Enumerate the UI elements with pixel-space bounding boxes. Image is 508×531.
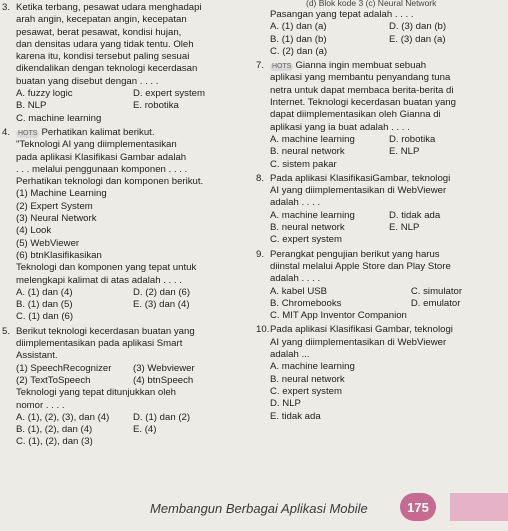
q5-list-item: (4) btnSpeech	[133, 374, 194, 386]
right-column	[256, 9, 504, 425]
q6-line: Pasangan yang tepat adalah . . . .	[270, 9, 414, 20]
q10-line: AI yang diimplementasikan di WebViewer	[270, 336, 447, 348]
q9-line: Perangkat pengujian berikut yang harus	[270, 248, 440, 260]
option[interactable]: E. (3) dan (4)	[133, 299, 190, 311]
q5-options	[16, 412, 246, 449]
q7-line: Internet. Teknologi kecerdasan buatan yang	[270, 97, 456, 109]
q3-line: dan densitas udara yang tidak tentu. Oleh	[16, 38, 194, 50]
option[interactable]: A. fuzzy logic	[16, 88, 73, 100]
option[interactable]: D. expert system	[133, 88, 205, 100]
option[interactable]: B. (1) dan (b)	[270, 33, 327, 45]
option[interactable]: C. (1) dan (6)	[16, 311, 74, 323]
q9-line: diinstal melalui Apple Store dan Play Store	[270, 260, 451, 272]
q9-options	[270, 286, 504, 323]
option[interactable]: A. machine learning	[270, 209, 355, 221]
q7-line: dapat diimplementasikan oleh Gianna di	[270, 109, 441, 121]
q3-line: Ketika terbang, pesawat udara menghadapi	[16, 2, 202, 13]
q8-line: Pada aplikasi KlasifikasiGambar, teknologi	[270, 172, 451, 184]
option[interactable]: A. kabel USB	[270, 285, 328, 297]
option[interactable]: C. expert system	[270, 385, 342, 397]
question-3	[2, 2, 246, 125]
option[interactable]: B. (1), (2), dan (4)	[16, 424, 93, 436]
q3-line: karena itu, kondisi tersebut paling sesuai	[16, 51, 190, 63]
q3-line: pesawat, berat pesawat, kondisi hujan,	[16, 26, 182, 38]
option[interactable]: D. NLP	[270, 398, 301, 410]
option[interactable]: E. NLP	[389, 222, 420, 234]
q6-options	[270, 21, 504, 58]
option[interactable]: A. (1) dan (4)	[16, 286, 73, 298]
q4-line: "Teknologi AI yang diimplementasikan	[16, 139, 177, 151]
option[interactable]: C. (2) dan (a)	[270, 45, 328, 57]
q10-line: adalah ...	[270, 349, 310, 361]
option[interactable]: A. (1), (2), (3), dan (4)	[16, 411, 110, 423]
q5-line: Assistant.	[16, 350, 58, 362]
q7-options	[270, 134, 504, 171]
option[interactable]: E. robotika	[133, 100, 179, 112]
question-4	[2, 127, 246, 324]
q7-line: Gianna ingin membuat sebuah	[295, 60, 427, 72]
q4-line: Perhatikan teknologi dan komponen berikut.	[16, 176, 204, 188]
option[interactable]: B. NLP	[16, 100, 47, 112]
option[interactable]: B. neural network	[270, 222, 345, 234]
q4-line: . . . melalui penggunaan komponen . . . .	[16, 163, 188, 175]
q4-list-item: (1) Machine Learning	[16, 188, 107, 200]
question-6-tail	[256, 9, 504, 58]
q4-line: pada aplikasi Klasifikasi Gambar adalah	[16, 151, 187, 163]
q4-list-item: (4) Look	[16, 225, 52, 237]
option[interactable]: B. (1) dan (5)	[16, 299, 73, 311]
option[interactable]: C. expert system	[270, 234, 342, 246]
q5-list	[16, 363, 246, 388]
option[interactable]: D. (1) dan (2)	[133, 411, 191, 423]
q8-line: adalah . . . .	[270, 197, 321, 209]
q7-line: netra untuk dapat membaca berita-berita di	[270, 84, 454, 96]
option[interactable]: D. tidak ada	[389, 209, 441, 221]
hots-badge: HOTS	[272, 63, 292, 71]
q8-options	[270, 210, 504, 247]
q5-line: diimplementasikan pada aplikasi Smart	[16, 338, 183, 350]
left-column	[2, 2, 246, 451]
hots-badge: HOTS	[18, 129, 38, 137]
question-number: 9.	[256, 248, 265, 260]
question-number: 10.	[256, 324, 270, 336]
question-number: 8.	[256, 172, 265, 184]
option[interactable]: A. (1) dan (a)	[270, 21, 327, 33]
q9-line: adalah . . . .	[270, 273, 321, 285]
option[interactable]: D. emulator	[410, 297, 461, 309]
q4-list-item: (3) Neural Network	[16, 213, 97, 225]
option[interactable]: B. neural network	[270, 146, 345, 158]
option[interactable]: D. robotika	[389, 133, 436, 145]
chapter-title: Membangun Berbagai Aplikasi Mobile	[150, 501, 368, 516]
q3-line: buatan yang disebut dengan . . . .	[16, 75, 159, 87]
q4-after: Teknologi dan komponen yang tepat untuk	[16, 262, 197, 274]
option[interactable]: A. machine learning	[270, 361, 355, 373]
option[interactable]: B. Chromebooks	[270, 297, 342, 309]
option[interactable]: E. tidak ada	[270, 410, 321, 422]
footer-decoration	[450, 493, 508, 521]
question-7	[256, 60, 504, 171]
option[interactable]: C. MIT App Inventor Companion	[270, 310, 407, 322]
question-10	[256, 324, 504, 422]
option[interactable]: E. (3) dan (a)	[389, 33, 446, 45]
q4-list-item: (2) Expert System	[16, 200, 93, 212]
option[interactable]: D. (3) dan (b)	[389, 21, 447, 33]
option[interactable]: E. (4)	[133, 424, 157, 436]
option[interactable]: C. simulator	[410, 285, 463, 297]
q5-line: Berikut teknologi kecerdasan buatan yang	[16, 325, 195, 337]
q5-list-item: (2) TextToSpeech	[16, 374, 91, 386]
page-footer	[0, 485, 508, 531]
q5-after: Teknologi yang tepat ditunjukkan oleh	[16, 387, 177, 399]
question-number: 4.	[2, 126, 11, 138]
question-number: 3.	[2, 2, 11, 13]
question-5	[2, 326, 246, 449]
q5-list-item: (3) Webviewer	[133, 362, 195, 374]
question-8	[256, 173, 504, 247]
q4-list-item: (5) WebViewer	[16, 237, 80, 249]
option[interactable]: C. (1), (2), dan (3)	[16, 436, 93, 448]
q10-line: Pada aplikasi Klasifikasi Gambar, teknologi	[270, 324, 453, 336]
question-9	[256, 249, 504, 323]
q4-list-item: (6) btnKlasifikasikan	[16, 249, 102, 261]
question-number: 5.	[2, 325, 11, 337]
option[interactable]: D. (2) dan (6)	[133, 286, 191, 298]
option[interactable]: C. sistem pakar	[270, 158, 337, 170]
option[interactable]: C. machine learning	[16, 112, 102, 124]
q5-list-item: (1) SpeechRecognizer	[16, 362, 112, 374]
option[interactable]: E. NLP	[389, 146, 420, 158]
q7-line: aplikasi yang ia buat adalah . . . .	[270, 121, 410, 133]
q3-line: dikendalikan dengan teknologi kecerdasan	[16, 63, 198, 75]
q7-line: aplikasi yang membantu penyandang tuna	[270, 72, 451, 84]
q3-line: arah angin, kecepatan angin, kecepatan	[16, 14, 187, 26]
q5-after: nomor . . . .	[16, 399, 65, 411]
q4-options	[16, 287, 246, 324]
q8-line: AI yang diimplementasikan di WebViewer	[270, 185, 447, 197]
q4-line: Perhatikan kalimat berikut.	[41, 126, 155, 138]
option[interactable]: B. neural network	[270, 373, 345, 385]
question-number: 7.	[256, 60, 265, 72]
option[interactable]: A. machine learning	[270, 133, 355, 145]
q4-after: melengkapi kalimat di atas adalah . . . .	[16, 274, 182, 286]
header-top-line: (d) Blok kode 3 (c) Neural Network	[306, 0, 437, 8]
q3-options	[16, 88, 246, 125]
page-number-badge: 175	[400, 493, 436, 521]
